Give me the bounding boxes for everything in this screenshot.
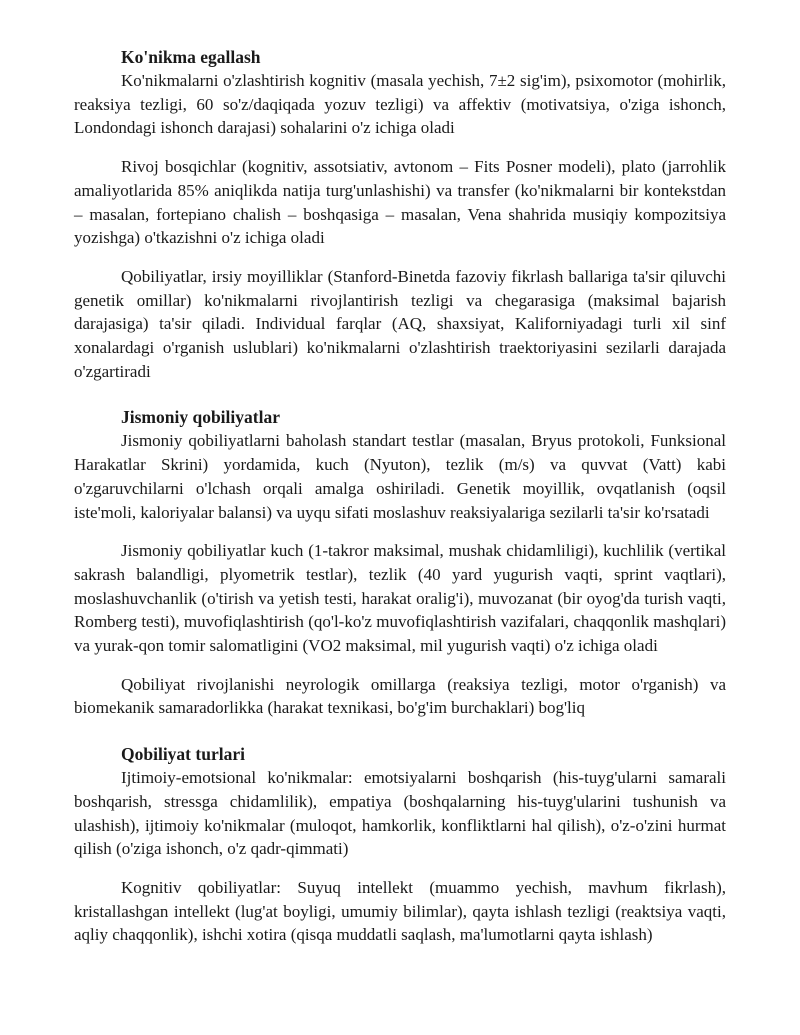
paragraph: Qobiliyat rivojlanishi neyrologik omillarga (reaksiya tezligi, motor o'rganish) va biomekanik samaradorlikka (harakat texnikasi, bo'g'im burchaklari) bog'liq	[74, 674, 726, 718]
section-jismoniy-qobiliyatlar	[74, 406, 726, 720]
section-qobiliyat-turlari	[74, 743, 726, 947]
paragraph: Ko'nikmalarni o'zlashtirish kognitiv (masala yechish, 7±2 sig'im), psixomotor (mohirlik, reaksiya tezligi, 60 so'z/daqiqada yozuv tezligi) va affektiv (motivatsiya, o'ziga ishonch, Londondagi ishonch darajasi) sohalarini o'z ichiga oladi	[74, 71, 726, 138]
section-heading: Ko'nikma egallash	[121, 47, 261, 67]
section-heading: Jismoniy qobiliyatlar	[121, 407, 280, 428]
paragraph: Jismoniy qobiliyatlarni baholash standart testlar (masalan, Bryus protokoli, Funksional Harakatlar Skrini) yordamida, kuch (Nyuton), tezlik (m/s) va quvvat (Vatt) kabi o'zgaruvchilarni o'lchash orqali amalga oshiriladi. Genetik moyillik, ovqatlanish (oqsil iste'moli, kaloriyalar balansi) va uyqu sifati moslashuv reaksiyalariga sezilarli ta'sir ko'rsatadi	[74, 431, 726, 522]
paragraph: Kognitiv qobiliyatlar: Suyuq intellekt (muammo yechish, mavhum fikrlash), kristallashgan intellekt (lug'at boyligi, umumiy bilimlar), qayta ishlash tezligi (reaktsiya vaqti, aqliy chaqqonlik), ishchi xotira (qisqa muddatli saqlash, ma'lumotlarni qayta ishlash)	[74, 877, 726, 945]
paragraph: Qobiliyatlar, irsiy moyilliklar (Stanford-Binetda fazoviy fikrlash ballariga ta'sir qiluvchi genetik omillar) ko'nikmalarni rivojlantirish tezligi va chegarasiga (maksimal bajarish darajasiga) ta'sir qiladi. Individual farqlar (AQ, shaxsiyat, Kaliforniyadagi turli xil sinf xonalardagi o'rganish uslublari) ko'nikmalarni o'zlashtirish traektoriyasini sezilarli darajada o'zgartiradi	[74, 266, 726, 381]
paragraph: Jismoniy qobiliyatlar kuch (1-takror maksimal, mushak chidamliligi), kuchlilik (vertikal sakrash balandligi, plyometrik testlar), tezlik (40 yard yugurish vaqti, sprint vaqtlari), moslashuvchanlik (o'tirish va yetish testi, harakat oralig'i), muvozanat (bir oyog'da turish vaqti, Romberg testi), muvofiqlashtirish (qo'l-ko'z muvofiqlashtirish vazifalari, chaqqonlik mashqlari) va yurak-qon tomir salomatligini (VO2 maksimal, mil yugurish vaqti) o'z ichiga oladi	[74, 541, 726, 656]
paragraph: Rivoj bosqichlar (kognitiv, assotsiativ, avtonom – Fits Posner modeli), plato (jarrohlik amaliyotlarida 85% aniqlikda natija turg'unlashishi) va transfer (ko'nikmalarni bir kontekstdan – masalan, fortepiano chalish – boshqasiga – masalan, Vena shahrida musiqiy kompozitsiya yozishga) o'tkazishni o'z ichiga oladi	[74, 157, 726, 248]
section-konikma-egallash	[74, 46, 726, 383]
paragraph: Ijtimoiy-emotsional ko'nikmalar: emotsiyalarni boshqarish (his-tuyg'ularni samarali boshqarish, stressga chidamlilik), empatiya (boshqalarning his-tuyg'ularini tushunish va ulashish), ijtimoiy ko'nikmalar (muloqot, hamkorlik, konfliktlarni hal qilish), o'z-o'zini hurmat qilish (o'ziga ishonch, o'z qadr-qimmati)	[74, 768, 726, 859]
section-heading: Qobiliyat turlari	[121, 744, 245, 765]
